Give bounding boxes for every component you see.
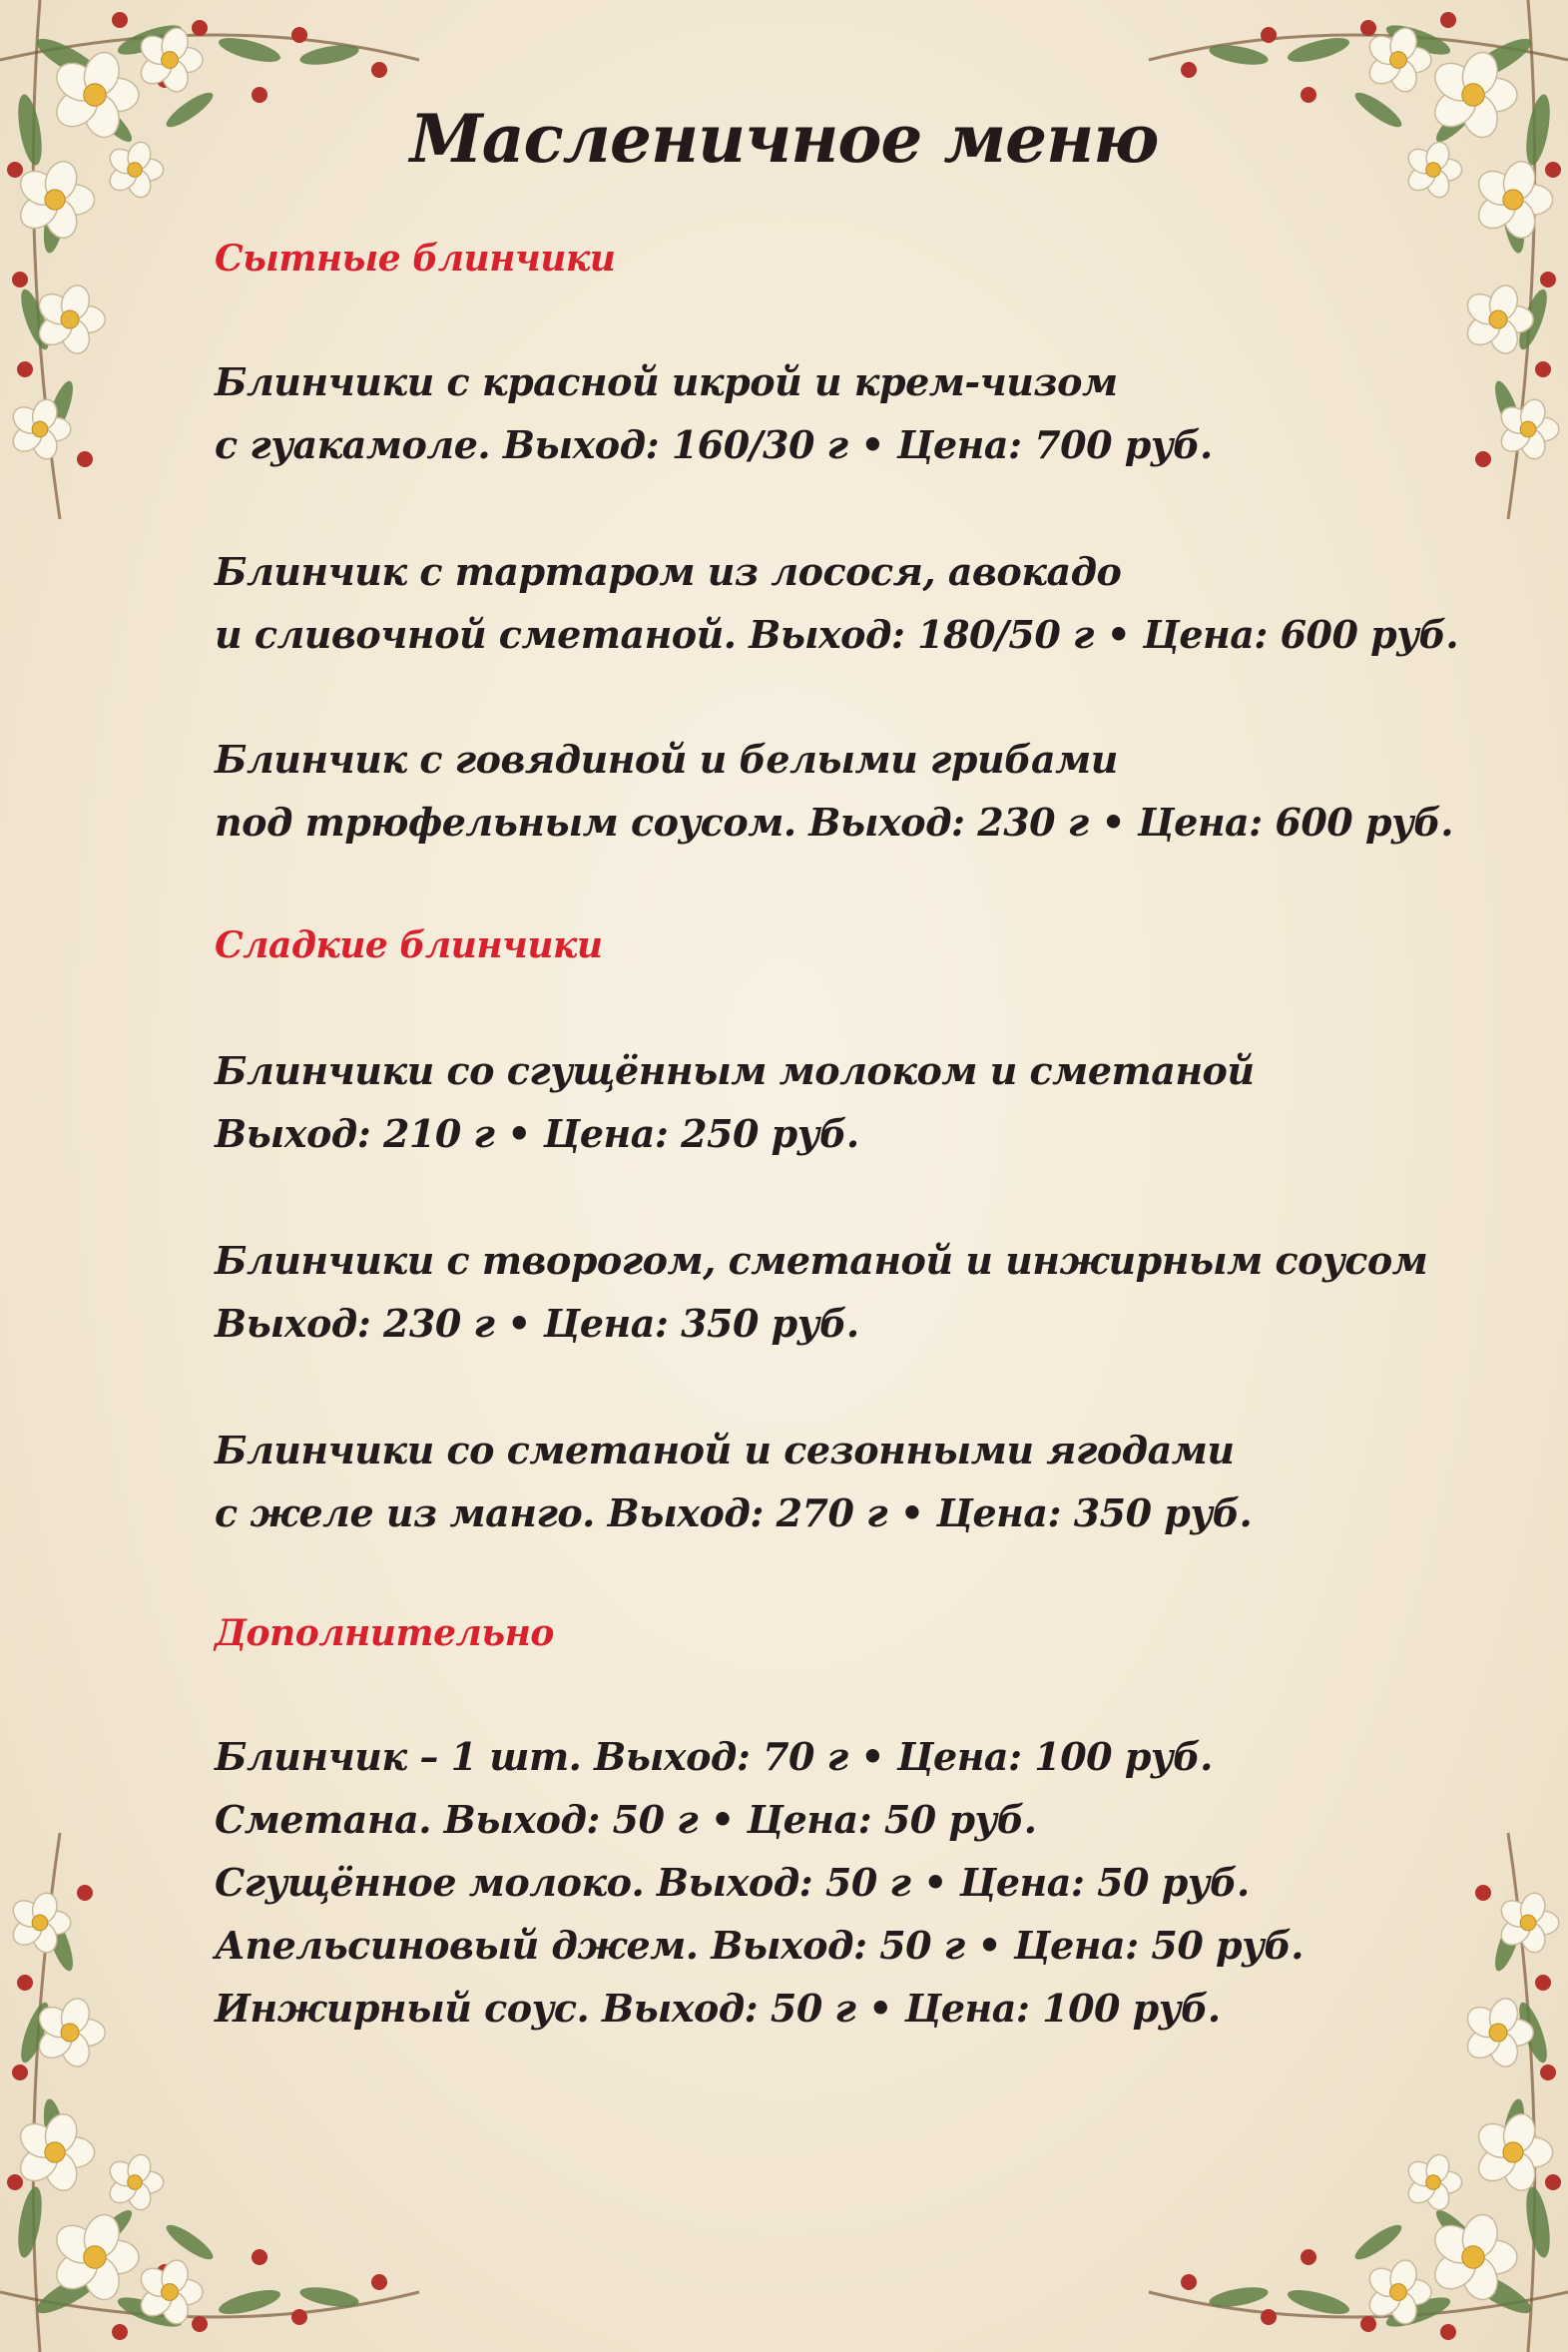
leaf-icon	[298, 2284, 360, 2311]
menu-item-line: и сливочной сметаной. Выход: 180/50 г • Цена: 600 руб.	[215, 612, 1459, 657]
berry-icon	[1181, 62, 1197, 78]
berry-icon	[77, 1885, 93, 1901]
berry-icon	[12, 2064, 28, 2080]
leaf-icon	[16, 2000, 55, 2065]
berry-icon	[7, 2174, 23, 2190]
extra-item-line: Блинчик – 1 шт. Выход: 70 г • Цена: 100 руб.	[215, 1734, 1213, 1779]
menu-item-line: Блинчики со сгущённым молоком и сметаной	[215, 1048, 1255, 1093]
berry-icon	[157, 72, 173, 88]
menu-item-line: Блинчик с говядиной и белыми грибами	[215, 737, 1118, 782]
berry-icon	[1261, 27, 1277, 43]
berry-icon	[1540, 2064, 1556, 2080]
extra-item-line: Сметана. Выход: 50 г • Цена: 50 руб.	[215, 1797, 1037, 1842]
leaf-icon	[1286, 33, 1351, 67]
leaf-icon	[1514, 2000, 1553, 2065]
flower-icon	[1496, 396, 1559, 462]
berry-icon	[371, 2274, 387, 2290]
leaf-icon	[16, 287, 55, 352]
flower-corner-bottom-right-icon	[1149, 1833, 1568, 2352]
flower-icon	[1364, 2257, 1431, 2328]
berry-icon	[252, 2249, 267, 2265]
berry-icon	[291, 2309, 307, 2325]
berry-icon	[1535, 1975, 1551, 1991]
leaf-icon	[1490, 1912, 1526, 1974]
leaf-icon	[1514, 287, 1553, 352]
berry-icon	[1475, 1885, 1491, 1901]
leaf-icon	[1490, 378, 1526, 440]
flower-icon	[1462, 282, 1534, 356]
extra-item-line: Апельсиновый джем. Выход: 50 г • Цена: 50 руб.	[215, 1923, 1304, 1968]
flower-icon	[50, 2210, 139, 2304]
menu-item-line: с желе из манго. Выход: 270 г • Цена: 350 руб.	[215, 1490, 1253, 1535]
flower-icon	[1472, 2110, 1553, 2195]
flower-icon	[136, 2257, 203, 2328]
berry-icon	[112, 2324, 128, 2340]
extra-item-line: Инжирный соус. Выход: 50 г • Цена: 100 руб.	[215, 1986, 1221, 2031]
berry-icon	[17, 361, 33, 377]
berry-icon	[1360, 2316, 1376, 2332]
flower-icon	[1428, 2210, 1517, 2304]
berry-icon	[1535, 361, 1551, 377]
menu-item-line: Выход: 210 г • Цена: 250 руб.	[215, 1111, 859, 1156]
flower-icon	[136, 25, 203, 96]
menu-title: Масленичное меню	[409, 100, 1159, 178]
menu-item-line: Блинчик с тартаром из лосося, авокадо	[215, 549, 1122, 594]
flower-icon	[1403, 2151, 1461, 2212]
leaf-icon	[1498, 2097, 1529, 2167]
berry-icon	[371, 62, 387, 78]
berry-icon	[1440, 2324, 1456, 2340]
berry-icon	[12, 272, 28, 288]
menu-item-line: Выход: 230 г • Цена: 350 руб.	[215, 1301, 859, 1346]
leaf-icon	[1351, 2220, 1406, 2265]
flower-icon	[8, 1890, 71, 1956]
section-heading-sweet: Сладкие блинчики	[215, 924, 603, 966]
flower-corner-bottom-left-icon	[0, 1833, 419, 2352]
flower-icon	[34, 1995, 106, 2069]
leaf-icon	[32, 32, 108, 88]
leaf-icon	[32, 2264, 108, 2320]
leaf-icon	[298, 42, 360, 69]
leaf-icon	[40, 2097, 71, 2167]
berry-icon	[1540, 272, 1556, 288]
leaf-icon	[1286, 2285, 1351, 2319]
flower-icon	[1496, 1890, 1559, 1956]
menu-item-line: Блинчики со сметаной и сезонными ягодами	[215, 1428, 1235, 1472]
leaf-icon	[42, 378, 78, 440]
leaf-icon	[1383, 2291, 1453, 2332]
flower-icon	[8, 396, 71, 462]
extra-item-line: Сгущённое молоко. Выход: 50 г • Цена: 50 руб.	[215, 1860, 1250, 1905]
berry-icon	[112, 12, 128, 28]
leaf-icon	[115, 19, 185, 60]
flower-icon	[1462, 1995, 1534, 2069]
leaf-icon	[217, 33, 282, 67]
menu-item-line: с гуакамоле. Выход: 160/30 г • Цена: 700 руб.	[215, 422, 1213, 467]
leaf-icon	[42, 1912, 78, 1974]
berry-icon	[1475, 451, 1491, 467]
leaf-icon	[1460, 2264, 1536, 2320]
leaf-icon	[217, 2285, 282, 2319]
leaf-icon	[1431, 2205, 1485, 2259]
leaf-icon	[40, 185, 71, 255]
berry-icon	[77, 451, 93, 467]
berry-icon	[192, 2316, 208, 2332]
berry-icon	[192, 20, 208, 36]
berry-icon	[1360, 20, 1376, 36]
leaf-icon	[163, 2220, 218, 2265]
leaf-icon	[1498, 185, 1529, 255]
berry-icon	[1261, 2309, 1277, 2325]
leaf-icon	[1208, 42, 1270, 69]
leaf-icon	[1383, 19, 1453, 60]
leaf-icon	[115, 2291, 185, 2332]
section-heading-savory: Сытные блинчики	[215, 238, 616, 280]
berry-icon	[1181, 2274, 1197, 2290]
flower-icon	[14, 2110, 95, 2195]
leaf-icon	[1208, 2284, 1270, 2311]
berry-icon	[1395, 2264, 1411, 2280]
berry-icon	[1395, 72, 1411, 88]
menu-item-line: под трюфельным соусом. Выход: 230 г • Цена: 600 руб.	[215, 800, 1453, 845]
berry-icon	[1301, 2249, 1316, 2265]
leaf-icon	[14, 2185, 46, 2259]
leaf-icon	[1522, 2185, 1554, 2259]
berry-icon	[1440, 12, 1456, 28]
berry-icon	[157, 2264, 173, 2280]
menu-item-line: Блинчики с красной икрой и крем-чизом	[215, 359, 1118, 404]
flower-icon	[34, 282, 106, 356]
section-heading-extras: Дополнительно	[215, 1612, 554, 1654]
flower-icon	[1364, 25, 1431, 96]
berry-icon	[1545, 2174, 1561, 2190]
leaf-icon	[1460, 32, 1536, 88]
berry-icon	[17, 1975, 33, 1991]
flower-icon	[105, 2151, 163, 2212]
menu-item-line: Блинчики с творогом, сметаной и инжирным соусом	[215, 1238, 1428, 1283]
berry-icon	[291, 27, 307, 43]
leaf-icon	[83, 2205, 137, 2259]
